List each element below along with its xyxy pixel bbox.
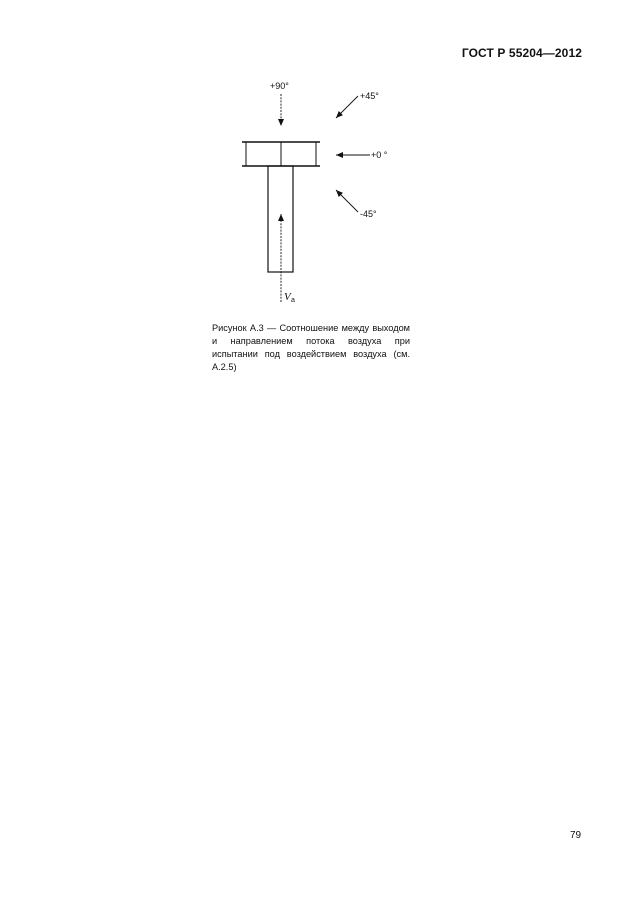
- air-duct-tube: [268, 166, 293, 272]
- label-va: V: [284, 291, 291, 303]
- arrow-minus45: [336, 190, 358, 212]
- label-plus45: +45°: [360, 91, 379, 101]
- outlet-head: [242, 142, 320, 166]
- airflow-diagram-svg: [0, 0, 630, 320]
- airflow-direction-figure: [0, 0, 630, 320]
- label-zero: +0 °: [371, 150, 388, 160]
- figure-caption: Рисунок А.3 — Соотношение между выходом и направлением потока воздуха при испытании под воздействием воздуха (см. А.2.5): [212, 323, 410, 372]
- label-plus90: +90°: [270, 81, 289, 91]
- label-va-subscript: a: [291, 297, 295, 304]
- document-header-code: ГОСТ Р 55204—2012: [461, 46, 582, 60]
- page-number: 79: [570, 830, 582, 841]
- arrow-plus45: [336, 96, 358, 118]
- label-minus45: -45°: [360, 209, 377, 219]
